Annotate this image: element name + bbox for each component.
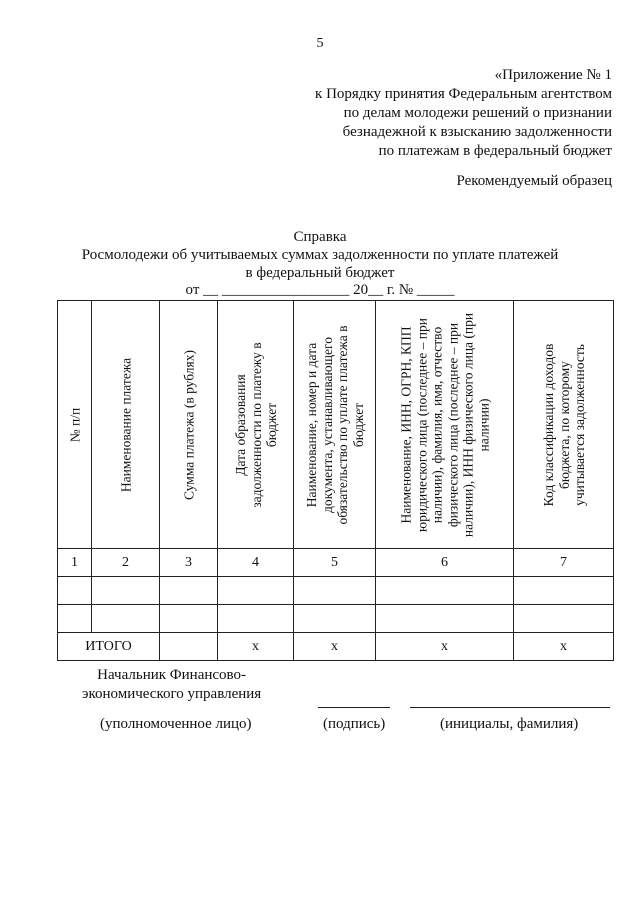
- table-cell: [92, 577, 160, 605]
- column-number: 1: [58, 549, 92, 577]
- table-cell: [92, 605, 160, 633]
- column-number: 6: [376, 549, 514, 577]
- table-cell: [376, 605, 514, 633]
- table-cell: [218, 577, 294, 605]
- authorized-person-label: (уполномоченное лицо): [100, 716, 252, 732]
- header-cell: [514, 301, 614, 549]
- table-cell: [58, 577, 92, 605]
- column-number: 4: [218, 549, 294, 577]
- total-label: ИТОГО: [58, 633, 160, 661]
- total-mark: x: [294, 633, 376, 661]
- signature-line: [318, 707, 390, 708]
- title-line: в федеральный бюджет: [245, 265, 395, 281]
- header-cell: [92, 301, 160, 549]
- total-mark: x: [514, 633, 614, 661]
- position-line: экономического управления: [82, 686, 262, 702]
- table-cell: [294, 577, 376, 605]
- initials-surname-label: (инициалы, фамилия): [440, 716, 579, 732]
- column-number: 3: [160, 549, 218, 577]
- total-sum-cell: [160, 633, 218, 661]
- header-text: Дата образования задолженности по платежу в бюджет: [232, 341, 279, 508]
- name-line: [410, 707, 610, 708]
- header-text: № п/п: [66, 407, 82, 442]
- signatory-position: [82, 666, 261, 704]
- sample-label: Рекомендуемый образец: [456, 173, 612, 189]
- header-cell: [58, 301, 92, 549]
- appendix-line: по платежам в федеральный бюджет: [378, 143, 612, 159]
- title-line: Росмолодежи об учитываемых суммах задолженности по уплате платежей: [81, 247, 559, 263]
- signature-label: (подпись): [323, 716, 386, 732]
- header-text: Сумма платежа (в рублях): [180, 349, 196, 500]
- table-cell: [58, 605, 92, 633]
- position-line: Начальник Финансово-: [97, 667, 247, 683]
- appendix-line: по делам молодежи решений о признании: [343, 105, 612, 121]
- header-text: Код классификации доходов бюджета, по которому учитывается задолженность: [540, 343, 587, 506]
- page-number: 5: [316, 36, 324, 51]
- table-cell: [514, 605, 614, 633]
- table-cell: [294, 605, 376, 633]
- appendix-header: [315, 66, 612, 161]
- appendix-line: безнадежной к взысканию задолженности: [342, 124, 612, 140]
- column-number: 2: [92, 549, 160, 577]
- appendix-line: к Порядку принятия Федеральным агентством: [315, 86, 612, 102]
- table-cell: [376, 577, 514, 605]
- appendix-line: «Приложение № 1: [494, 67, 612, 83]
- column-number: 7: [514, 549, 614, 577]
- table-row: [58, 605, 614, 633]
- column-number: 5: [294, 549, 376, 577]
- header-cell: [376, 301, 514, 549]
- document-title: [0, 228, 640, 282]
- header-row: [58, 301, 614, 549]
- header-cell: [294, 301, 376, 549]
- header-cell: [160, 301, 218, 549]
- table-cell: [160, 577, 218, 605]
- total-mark: x: [376, 633, 514, 661]
- table-row: [58, 577, 614, 605]
- date-number-line: от __ _________________ 20__ г. № _____: [185, 282, 455, 298]
- table-cell: [514, 577, 614, 605]
- header-text: Наименование платежа: [117, 357, 133, 492]
- title-line: Справка: [293, 229, 347, 245]
- table-cell: [160, 605, 218, 633]
- total-mark: x: [218, 633, 294, 661]
- header-text: Наименование, номер и дата документа, устанавливающего обязательство по уплате платежа в бюджет: [303, 324, 365, 525]
- total-row: [58, 633, 614, 661]
- table-cell: [218, 605, 294, 633]
- debt-table: [57, 300, 614, 661]
- header-text: Наименование, ИНН, ОГРН, КПП юридического лица (последнее – при наличии), фамилия, имя, отчество физического лица (последнее – при наличии), ИНН физического лица (при наличии): [398, 312, 491, 537]
- column-number-row: [58, 549, 614, 577]
- header-cell: [218, 301, 294, 549]
